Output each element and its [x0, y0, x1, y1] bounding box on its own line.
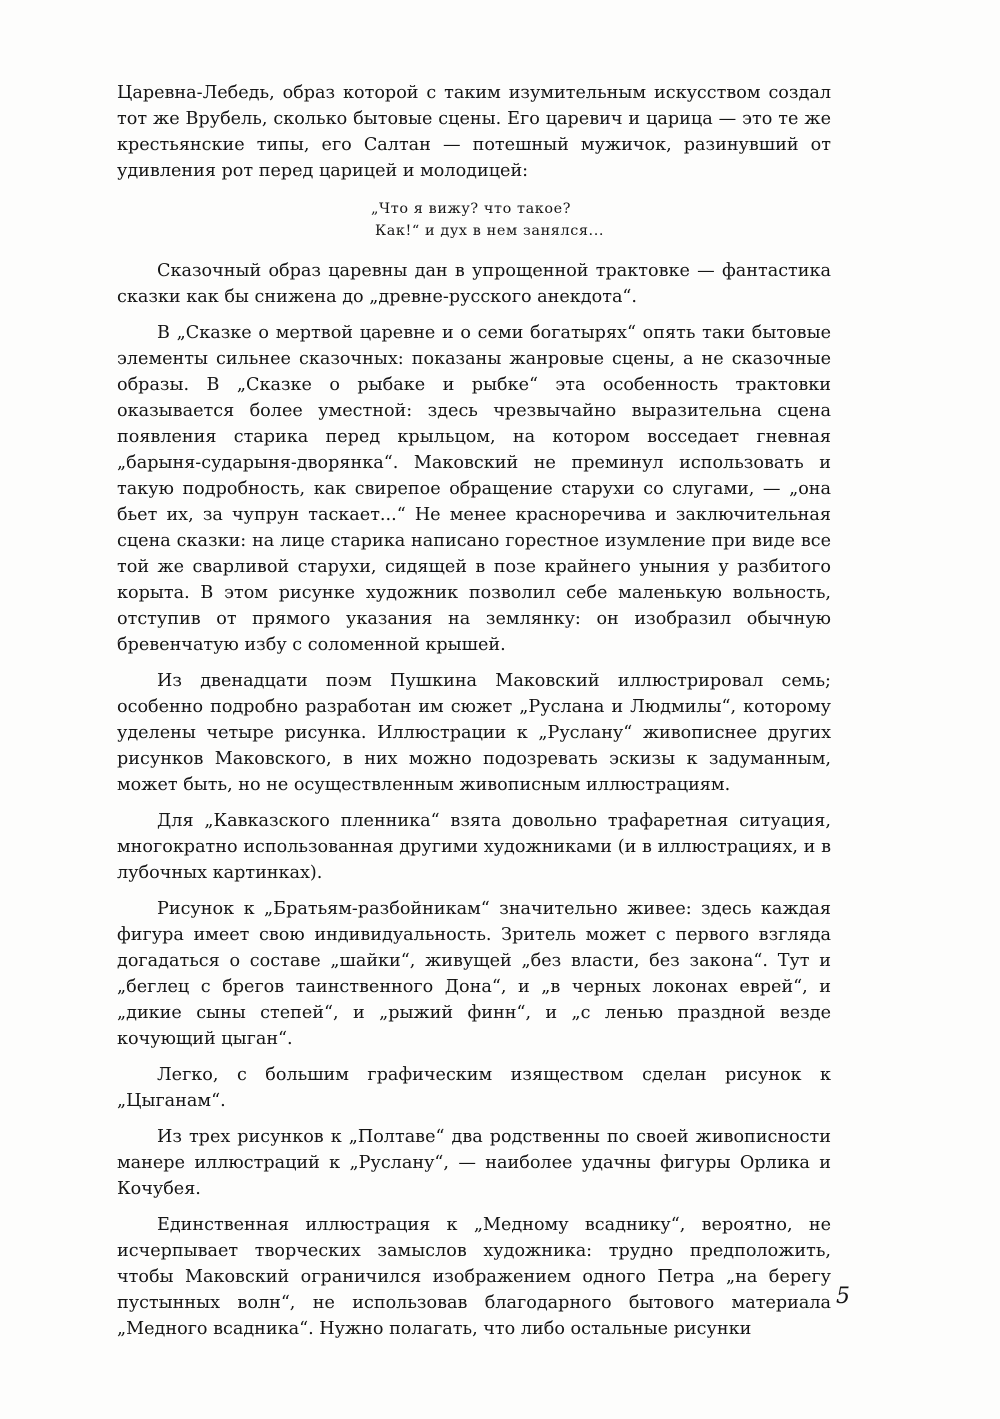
verse-line-1: „Что я вижу? что такое? — [371, 201, 572, 217]
paragraph-3: Из двенадцати поэм Пушкина Маковский иллюстрировал семь; особенно подробно разработан им сюжет „Руслана и Людмилы“, которому уделены четыре рисунка. Иллюстрации к „Руслану“ живописнее других рисунков Маковского, в них можно подозревать эскизы к задуманным, может быть, но не осуществленным живописным иллюстрациям. — [117, 671, 831, 795]
paragraph-7: Из трех рисунков к „Полтаве“ два родственны по своей живописности манере иллюстраций к „Руслану“, — наиболее удачны фигуры Орлика и Кочубея. — [117, 1127, 831, 1199]
body-text — [117, 80, 831, 1352]
paragraph-2: В „Сказке о мертвой царевне и о семи богатырях“ опять таки бытовые элементы сильнее сказочных: показаны жанровые сцены, а не сказочные образы. В „Сказке о рыбаке и рыбке“ эта особенность трактовки оказывается более уместной: здесь чрезвычайно выразительна сцена появления старика перед крыльцом, на котором восседает гневная „барыня-сударыня-дворянка“. Маковский не преминул использовать и такую подробность, как свирепое обращение старухи со слугами, — „она бьет их, за чупрун таскает...“ Не менее красноречива и заключительная сцена сказки: на лице старика написано горестное изумление при виде все той же сварливой старухи, сидящей в позе крайнего уныния у разбитого корыта. В этом рисунке художник позволил себе маленькую вольность, отступив от прямого указания на землянку: он изобразил обычную бревенчатую избу с соломенной крышей. — [117, 323, 831, 655]
paragraph-continued: Царевна-Лебедь, образ которой с таким изумительным искусством создал тот же Врубель, сколько бытовые сцены. Его царевич и царица — это те же крестьянские типы, его Салтан — потешный мужичок, разинувший от удивления рот перед царицей и молодицей: — [117, 83, 831, 181]
paragraph-8: Единственная иллюстрация к „Медному всаднику“, вероятно, не исчерпывает творческих замыслов художника: трудно предположить, чтобы Маковский ограничился изображением одного Петра „на берегу пустынных волн“, не использовав благодарного бытового материала „Медного всадника“. Нужно полагать, что либо остальные рисунки — [117, 1215, 831, 1339]
page-number: 5 — [836, 1284, 850, 1309]
verse-line-2: Как!“ и дух в нем занялся... — [375, 223, 605, 239]
paragraph-6: Легко, с большим графическим изяществом сделан рисунок к „Цыганам“. — [117, 1065, 831, 1111]
paragraph-1: Сказочный образ царевны дан в упрощенной трактовке — фантастика сказки как бы снижена до „древне-русского анекдота“. — [117, 261, 831, 307]
paragraph-4: Для „Кавказского пленника“ взята довольно трафаретная ситуация, многократно использованная другими художниками (и в иллюстрациях, и в лубочных картинках). — [117, 811, 831, 883]
verse-quote — [371, 198, 831, 242]
paragraph-5: Рисунок к „Братьям-разбойникам“ значительно живее: здесь каждая фигура имеет свою индивидуальность. Зритель может с первого взгляда догадаться о составе „шайки“, живущей „без власти, без закона“. Тут и „беглец с брегов таинственного Дона“, и „в черных локонах еврей“, и „дикие сыны степей“, и „рыжий финн“, и „с ленью праздной везде кочующий цыган“. — [117, 899, 831, 1049]
